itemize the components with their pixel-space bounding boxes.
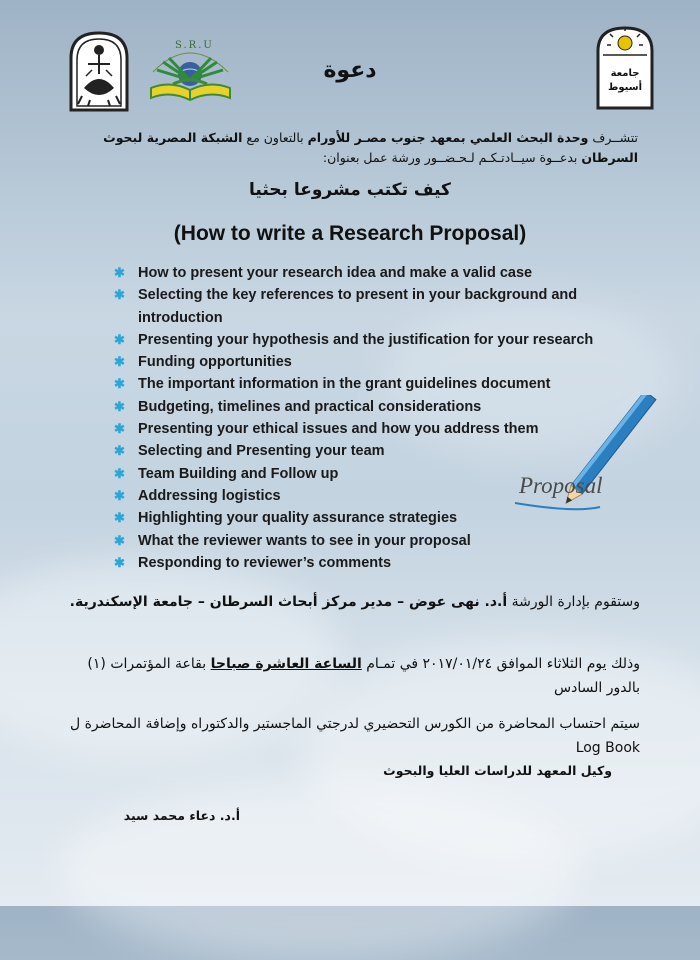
topic-text: Addressing logistics (138, 487, 281, 504)
intro-text: بالتعاون مع (242, 130, 308, 145)
sru-logo-text: S.R.U (175, 40, 214, 51)
venue-text: بقاعة المؤتمرات (١) بالدور السادس (87, 656, 640, 696)
bullet-icon: ✱ (114, 354, 125, 370)
topic-text: How to present your research idea and make a valid case (138, 265, 533, 281)
topic-text: The important information in the grant guidelines document (138, 376, 551, 393)
topic-text: Funding opportunities (138, 354, 292, 371)
signature-role: وكيل المعهد للدراسات العليا والبحوث (383, 763, 612, 778)
topic-item (110, 530, 620, 552)
topic-text: Selecting the key references to present in your background and introduction (138, 287, 578, 326)
topic-text: Budgeting, timelines and practical considerations (138, 398, 482, 415)
invitation-intro (78, 128, 638, 168)
bullet-icon: ✱ (114, 487, 125, 503)
bullet-icon: ✱ (114, 532, 125, 548)
signature-name: أ.د. دعاء محمد سيد (123, 808, 240, 823)
pencil-icon (505, 395, 675, 525)
topic-item (110, 373, 620, 395)
bullet-icon: ✱ (114, 421, 125, 437)
bullet-icon: ✱ (114, 376, 125, 392)
assiut-logo-text: جامعة أسيوط (608, 68, 642, 93)
bullet-icon: ✱ (114, 398, 125, 414)
bullet-icon: ✱ (114, 331, 125, 347)
topic-text: Presenting your hypothesis and the justification for your research (138, 331, 594, 348)
topic-item (110, 552, 620, 574)
intro-text: تتشــرف (588, 130, 638, 145)
proposal-illustration (505, 395, 675, 529)
topic-item (110, 284, 620, 329)
topic-text: Highlighting your quality assurance strategies (138, 510, 458, 527)
topic-item (110, 262, 620, 284)
page-title: دعوة (323, 58, 377, 83)
workshop-title-english: (How to write a Research Proposal) (173, 222, 527, 245)
date-prefix: وذلك يوم الثلاثاء الموافق ٢٠١٧/٠١/٢٤ في تمـام (361, 656, 640, 672)
network-name: الشبكة المصرية لبحوث السرطان (103, 130, 638, 165)
bullet-icon: ✱ (114, 265, 125, 280)
workshop-manager-paragraph (60, 590, 640, 614)
research-unit-name: وحدة البحث العلمي بمعهد جنوب مصـر للأورام (307, 130, 589, 145)
topic-text: Team Building and Follow up (138, 465, 339, 482)
bullet-icon: ✱ (114, 287, 125, 303)
topic-item (110, 329, 620, 351)
manager-name: أ.د. نهى عوض – مدير مركز أبحاث السرطان – جامعة الإسكندرية. (69, 594, 508, 610)
manager-prefix: وستقوم بإدارة الورشة (507, 594, 640, 610)
time-highlight: الساعة العاشرة صباحا (210, 656, 362, 672)
topic-text: Selecting and Presenting your team (138, 443, 385, 460)
bullet-icon: ✱ (114, 465, 125, 481)
bullet-icon: ✱ (114, 443, 125, 459)
bullet-icon: ✱ (114, 510, 125, 526)
date-time-paragraph (60, 652, 640, 700)
credit-paragraph: سيتم احتساب المحاضرة من الكورس التحضيري لدرجتي الماجستير والدكتوراه وإضافة المحاضرة ل Log Book (69, 716, 640, 756)
workshop-title-arabic: كيف تكتب مشروعا بحثيا (249, 180, 451, 200)
proposal-label: Proposal (519, 473, 603, 498)
topic-text: Presenting your ethical issues and how you address them (138, 421, 539, 438)
background-cloud (60, 780, 580, 960)
intro-text: بدعــوة سيــادتـكـم لـحـضــور ورشة عمل بعنوان: (322, 150, 582, 165)
topic-text: Responding to reviewer’s comments (138, 554, 392, 571)
bullet-icon: ✱ (114, 554, 125, 570)
topic-text: What the reviewer wants to see in your proposal (138, 532, 471, 549)
topic-item (110, 351, 620, 373)
